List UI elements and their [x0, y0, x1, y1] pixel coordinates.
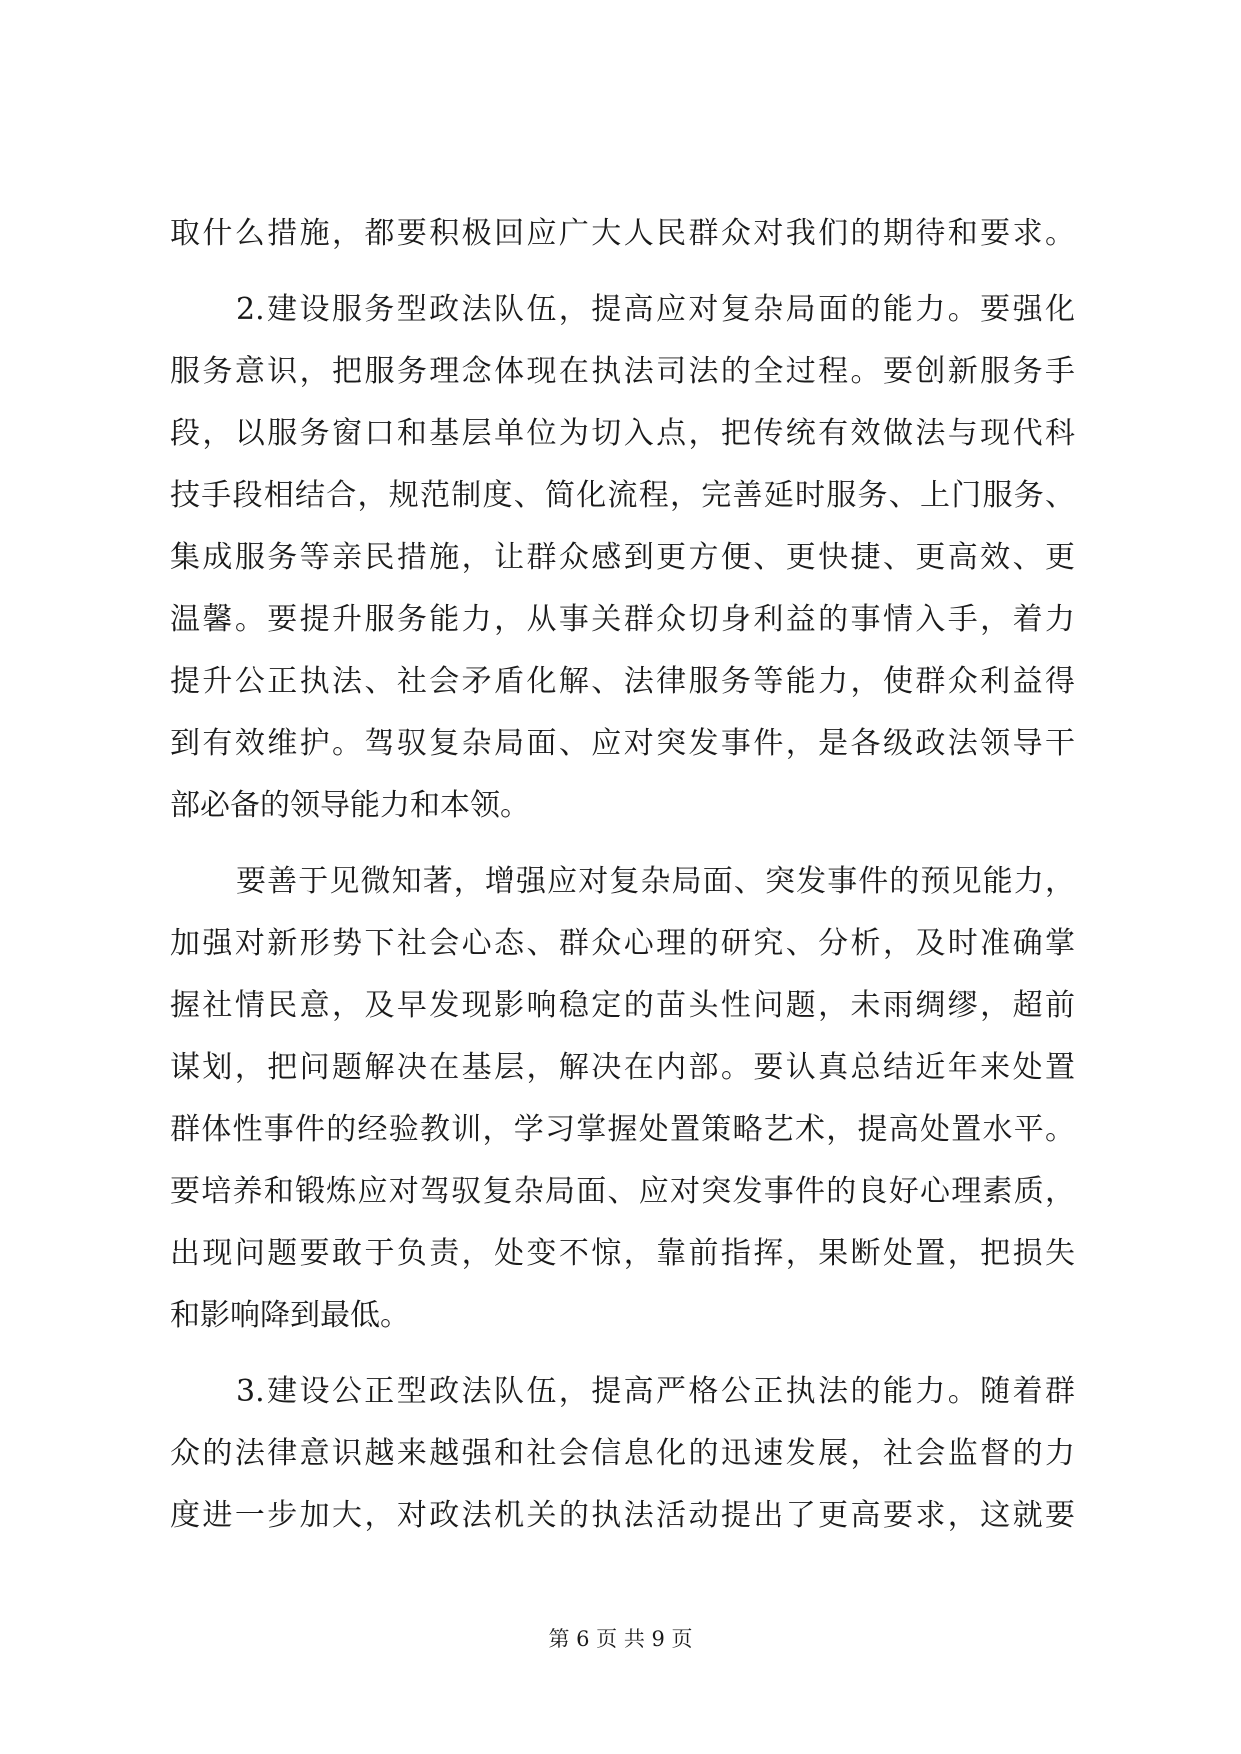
text-line: 取什么措施，都要积极回应广大人民群众对我们的期待和要求。: [170, 216, 1075, 251]
text-line: 度进一步加大，对政法机关的执法活动提出了更高要求，这就要: [170, 1498, 1075, 1533]
text-line: 群体性事件的经验教训，学习掌握处置策略艺术，提高处置水平。: [170, 1112, 1075, 1147]
document-body: [170, 203, 1075, 1547]
text-line: 和影响降到最低。: [170, 1298, 410, 1333]
paragraph-gap: [170, 837, 1075, 851]
text-line: 集成服务等亲民措施，让群众感到更方便、更快捷、更高效、更: [170, 540, 1075, 575]
text-line: 段，以服务窗口和基层单位为切入点，把传统有效做法与现代科: [170, 416, 1075, 451]
text-line: 温馨。要提升服务能力，从事关群众切身利益的事情入手，着力: [170, 602, 1075, 637]
text-line: 众的法律意识越来越强和社会信息化的迅速发展，社会监督的力: [170, 1436, 1075, 1471]
text-line: 部必备的领导能力和本领。: [170, 788, 530, 823]
text-line: 握社情民意，及早发现影响稳定的苗头性问题，未雨绸缪，超前: [170, 988, 1075, 1023]
text-line: 谋划，把问题解决在基层，解决在内部。要认真总结近年来处置: [170, 1050, 1075, 1085]
paragraph-gap: [170, 1347, 1075, 1361]
text-line: 要善于见微知著，增强应对复杂局面、突发事件的预见能力，: [236, 864, 1075, 899]
text-line: 到有效维护。驾驭复杂局面、应对突发事件，是各级政法领导干: [170, 726, 1075, 761]
text-line: 加强对新形势下社会心态、群众心理的研究、分析，及时准确掌: [170, 926, 1075, 961]
text-line: 出现问题要敢于负责，处变不惊，靠前指挥，果断处置，把损失: [170, 1236, 1075, 1271]
text-line: 2.建设服务型政法队伍，提高应对复杂局面的能力。要强化: [236, 292, 1075, 327]
text-line: 服务意识，把服务理念体现在执法司法的全过程。要创新服务手: [170, 354, 1075, 389]
text-line: 3.建设公正型政法队伍，提高严格公正执法的能力。随着群: [236, 1374, 1075, 1409]
page-number-footer: 第 6 页 共 9 页: [548, 1627, 693, 1651]
text-line: 要培养和锻炼应对驾驭复杂局面、应对突发事件的良好心理素质，: [170, 1174, 1075, 1209]
text-line: 技手段相结合，规范制度、简化流程，完善延时服务、上门服务、: [170, 478, 1075, 513]
paragraph-gap: [170, 265, 1075, 279]
text-line: 提升公正执法、社会矛盾化解、法律服务等能力，使群众利益得: [170, 664, 1075, 699]
